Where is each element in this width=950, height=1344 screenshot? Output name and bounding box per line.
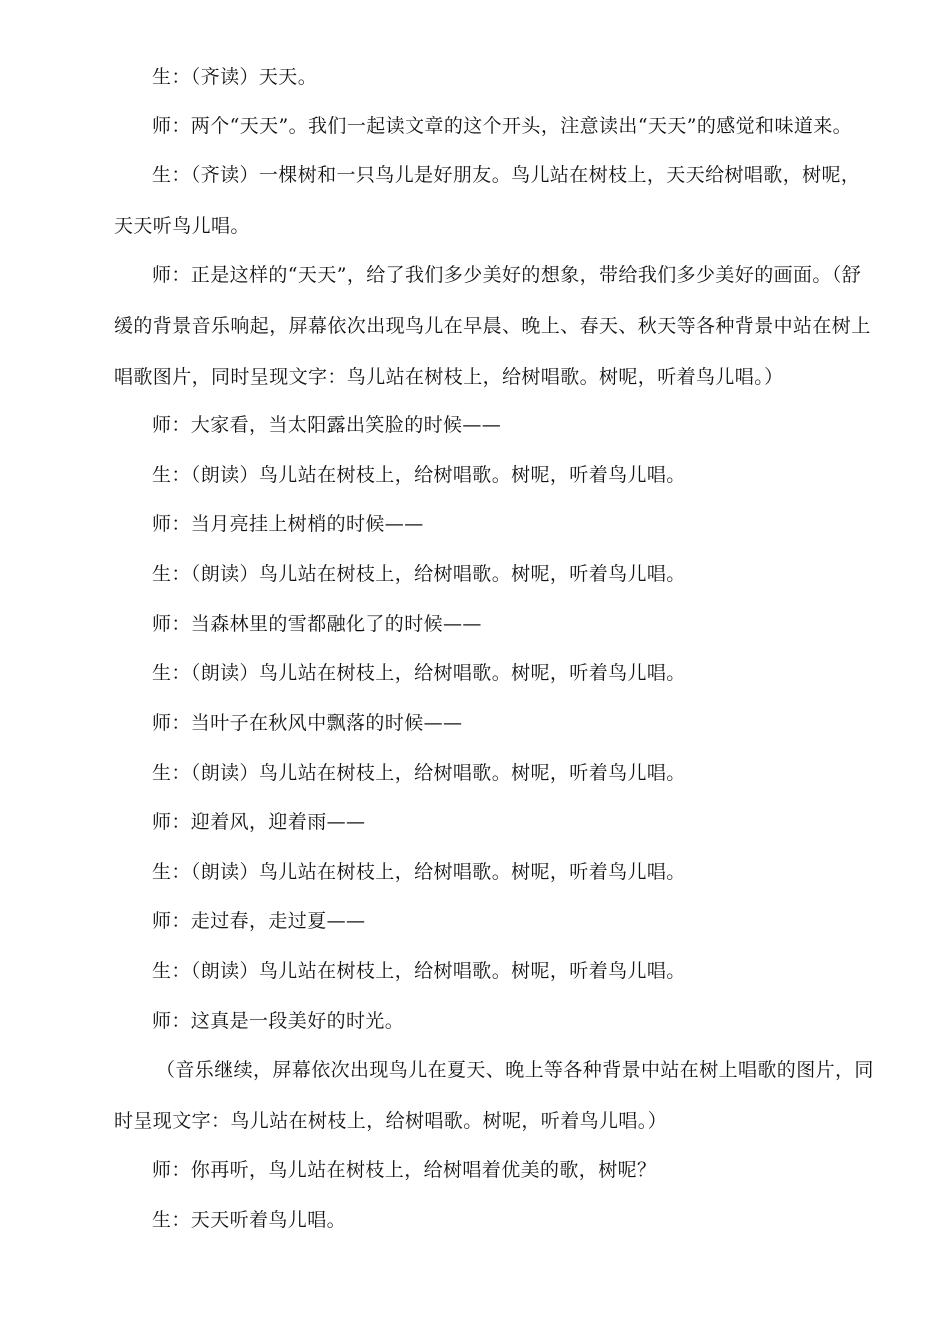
paragraph-12: 生：（朗读）鸟儿站在树枝上，给树唱歌。树呢，听着鸟儿唱。 [152,762,686,784]
paragraph-9: 师：当森林里的雪都融化了的时候—— [152,613,482,635]
paragraph-11: 师：当叶子在秋风中飘落的时候—— [152,712,463,734]
paragraph-5: 师：大家看，当太阳露出笑脸的时候—— [152,414,502,436]
paragraph-14: 生：（朗读）鸟儿站在树枝上，给树唱歌。树呢，听着鸟儿唱。 [152,861,686,883]
paragraph-10: 生：（朗读）鸟儿站在树枝上，给树唱歌。树呢，听着鸟儿唱。 [152,662,686,684]
paragraph-6: 生：（朗读）鸟儿站在树枝上，给树唱歌。树呢，听着鸟儿唱。 [152,464,686,486]
paragraph-19: 师：你再听，鸟儿站在树枝上，给树唱着优美的歌，树呢？ [152,1159,657,1181]
paragraph-17: 师：这真是一段美好的时光。 [152,1010,405,1032]
paragraph-8: 生：（朗读）鸟儿站在树枝上，给树唱歌。树呢，听着鸟儿唱。 [152,563,686,585]
paragraph-1: 生：（齐读）天天。 [152,66,318,88]
paragraph-16: 生：（朗读）鸟儿站在树枝上，给树唱歌。树呢，听着鸟儿唱。 [152,960,686,982]
paragraph-15: 师：走过春，走过夏—— [152,910,366,932]
paragraph-20: 生：天天听着鸟儿唱。 [152,1209,347,1231]
paragraph-3: 生：（齐读）一棵树和一只鸟儿是好朋友。鸟儿站在树枝上，天天给树唱歌，树呢，天天听鸟儿唱。 [114,164,861,237]
paragraph-4: 师：正是这样的“天天”，给了我们多少美好的想象，带给我们多少美好的画面。（舒缓的背景音乐响起，屏幕依次出现鸟儿在早晨、晚上、春天、秋天等各种背景中站在树上唱歌图片，同时呈现文字：鸟儿站在树枝上，给树唱歌。树呢，听着鸟儿唱。） [114,264,871,388]
paragraph-7: 师：当月亮挂上树梢的时候—— [152,513,424,535]
paragraph-2: 师：两个“天天”。我们一起读文章的这个开头，注意读出“天天”的感觉和味道来。 [152,115,853,137]
paragraph-13: 师：迎着风，迎着雨—— [152,811,366,833]
paragraph-18: （音乐继续，屏幕依次出现鸟儿在夏天、晚上等各种背景中站在树上唱歌的图片，同时呈现文字：鸟儿站在树枝上，给树唱歌。树呢，听着鸟儿唱。） [114,1059,874,1132]
